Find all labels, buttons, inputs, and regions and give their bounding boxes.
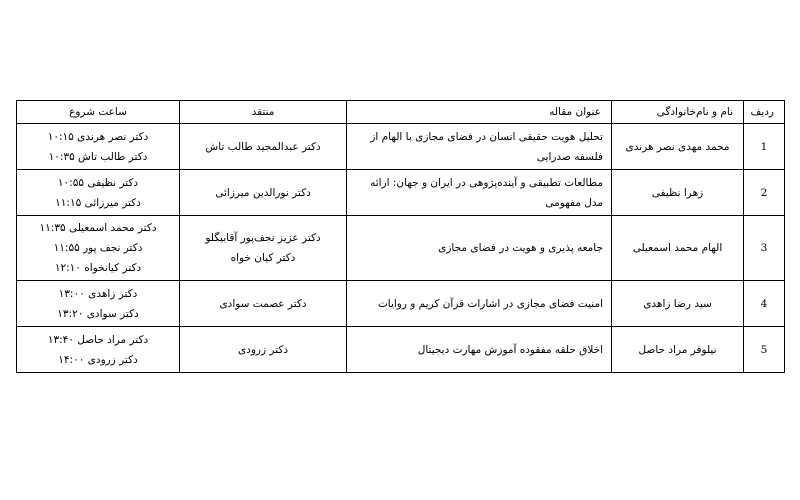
critic-cell xyxy=(180,327,347,373)
start-time: دکتر نصر هرندی ۱۰:۱۵ xyxy=(47,130,149,143)
header-article-title: عنوان مقاله xyxy=(347,101,612,124)
critic-cell xyxy=(180,124,347,170)
start-time: دکتر نجف پور ۱۱:۵۵ xyxy=(53,242,143,254)
critic-name: دکتر کیان خواه xyxy=(230,252,296,264)
table-row xyxy=(17,170,785,216)
start-time: دکتر محمد اسمعیلی ۱۱:۳۵ xyxy=(39,222,157,234)
start-time: دکتر سوادی ۱۳:۲۰ xyxy=(57,307,139,320)
critic-cell xyxy=(180,170,347,216)
table-row xyxy=(17,327,785,373)
header-critic: منتقد xyxy=(180,101,347,124)
start-time: دکتر طالب تاش ۱۰:۳۵ xyxy=(48,150,148,163)
article-title-text: اخلاق حلقه مفقوده آموزش مهارت دیجیتال xyxy=(417,343,603,356)
presenter-name: الهام محمد اسمعیلی xyxy=(612,216,744,281)
start-time: دکتر مراد حاصل ۱۳:۴۰ xyxy=(47,333,149,346)
start-time: دکتر زرودی ۱۴:۰۰ xyxy=(58,353,138,366)
critic-cell xyxy=(180,216,347,281)
start-time-cell xyxy=(17,281,180,327)
row-number: 2 xyxy=(744,170,785,216)
start-time-cell xyxy=(17,124,180,170)
article-title xyxy=(347,281,612,327)
schedule-document xyxy=(16,100,784,373)
header-start-time: ساعت شروع xyxy=(17,101,180,124)
critic-name: دکتر نورالدین میرزائی xyxy=(215,186,311,199)
header-row xyxy=(17,101,785,124)
presenter-name: محمد مهدی نصر هرندی xyxy=(612,124,744,170)
header-row-number: ردیف xyxy=(744,101,785,124)
start-time: دکتر کیانخواه ۱۲:۱۰ xyxy=(54,262,142,274)
start-time: دکتر نظیفی ۱۰:۵۵ xyxy=(57,176,139,189)
start-time: دکتر زاهدی ۱۳:۰۰ xyxy=(58,287,138,300)
article-title-text: مطالعات تطبیقی و آینده‌پژوهی در ایران و جهان: ارائه مدل مفهومی xyxy=(370,176,603,209)
critic-cell xyxy=(180,281,347,327)
header-name: نام و نام‌خانوادگی xyxy=(612,101,744,124)
presenter-name: سید رضا زاهدی xyxy=(612,281,744,327)
start-time-cell xyxy=(17,216,180,281)
presenter-name: نیلوفر مراد حاصل xyxy=(612,327,744,373)
row-number: 1 xyxy=(744,124,785,170)
critic-name: دکتر زرودی xyxy=(237,343,289,356)
article-title xyxy=(347,327,612,373)
table-row xyxy=(17,281,785,327)
start-time: دکتر میرزائی ۱۱:۱۵ xyxy=(55,196,141,209)
critic-name: دکتر عبدالمجید طالب تاش xyxy=(205,140,321,153)
article-title-text: جامعه پذیری و هویت در فضای مجازی xyxy=(438,242,603,254)
row-number: 5 xyxy=(744,327,785,373)
article-title xyxy=(347,124,612,170)
row-number: 4 xyxy=(744,281,785,327)
start-time-cell xyxy=(17,327,180,373)
presenter-name: زهرا نظیفی xyxy=(612,170,744,216)
table-row xyxy=(17,124,785,170)
article-title xyxy=(347,170,612,216)
row-number: 3 xyxy=(744,216,785,281)
article-title-text: امنیت فضای مجازی در اشارات قرآن کریم و روایات xyxy=(377,297,603,310)
critic-name: دکتر عزیز نجف‌پور آقابیگلو xyxy=(205,232,321,244)
schedule-table xyxy=(16,100,785,373)
article-title xyxy=(347,216,612,281)
critic-name: دکتر عصمت سوادی xyxy=(219,297,307,310)
table-row xyxy=(17,216,785,281)
start-time-cell xyxy=(17,170,180,216)
article-title-text: تحلیل هویت حقیقی انسان در فضای مجازی با الهام از فلسفه صدرایی xyxy=(370,130,603,163)
